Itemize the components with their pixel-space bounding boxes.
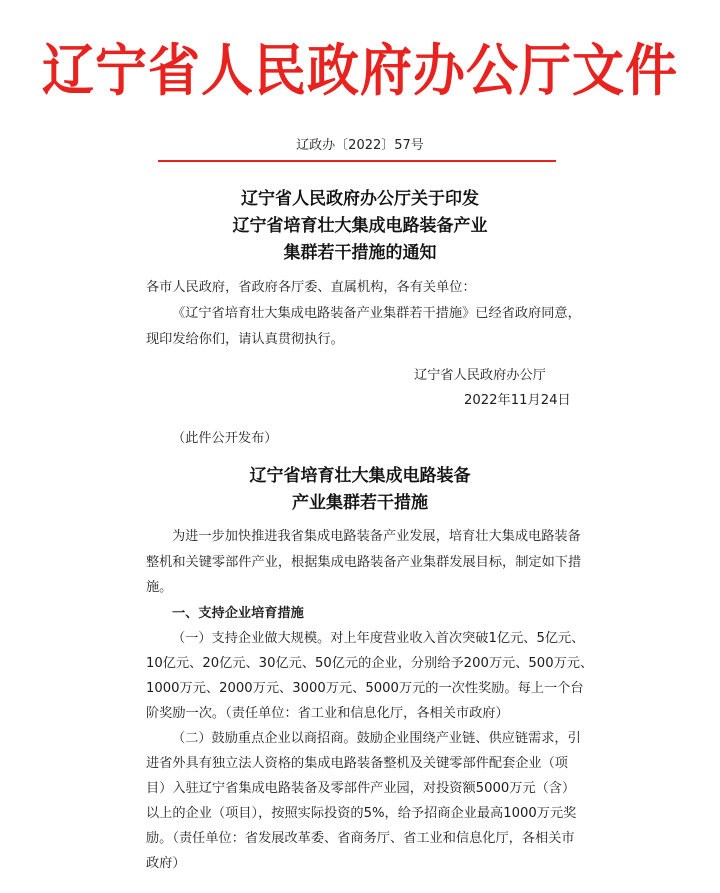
measures-title-line-1: 辽宁省培育壮大集成电路装备 [249,466,471,486]
item2-line-2: 进省外具有独立法人资格的集成电路装备整机及关键零部件配套企业（项 [146,756,568,771]
intro-line-1: 为进一步加快推进我省集成电路装备产业发展，培育壮大集成电路装备 [172,529,581,544]
section-1-heading: 一、支持企业培育措施 [172,606,304,621]
item2-line-4: 以上的企业（项目），按照实际投资的5%，给予招商企业最高1000万元奖 [146,806,577,821]
item1-line-2: 10亿元、20亿元、30亿元、50亿元的企业，分别给予200万元、500万元、 [146,656,594,671]
body-line-1: 《辽宁省培育壮大集成电路装备产业集群若干措施》已经省政府同意， [172,306,581,321]
item2-line-5: 励。（责任单位：省发展改革委、省商务厅、省工业和信息化厅，各相关市 [146,831,575,846]
red-rule-divider [158,160,556,162]
item2-line-1: （二）鼓励重点企业以商招商。鼓励企业围绕产业链、供应链需求，引 [172,731,581,746]
notice-title-line-1: 辽宁省人民政府办公厅关于印发 [241,189,479,209]
intro-line-3: 施。 [146,580,173,595]
item2-line-6: 政府） [146,856,186,871]
document-number: 辽政办〔2022〕57号 [296,138,424,153]
release-note: （此件公开发布） [172,431,278,446]
notice-title-line-2: 辽宁省培育壮大集成电路装备产业 [232,216,488,236]
item1-line-1: （一）支持企业做大规模。对上年度营业收入首次突破1亿元、5亿元、 [172,631,585,646]
body-line-2: 现印发给你们，请认真贯彻执行。 [146,332,344,347]
item2-line-3: 目）入驻辽宁省集成电路装备及零部件产业园，对投资额5000万元（含） [146,781,576,796]
signature-issuer: 辽宁省人民政府办公厅 [414,368,546,383]
item1-line-3: 1000万元、2000万元、3000万元、5000万元的一次性奖励。每上一个台 [146,681,584,696]
signature-date: 2022年11月24日 [464,393,571,408]
masthead-title: 辽宁省人民政府办公厅文件 [41,37,678,104]
intro-line-2: 整机和关键零部件产业，根据集成电路装备产业集群发展目标，制定如下措 [146,555,582,570]
item1-line-4: 阶奖励一次。（责任单位：省工业和信息化厅，各相关市政府） [146,706,509,721]
measures-title-line-2: 产业集群若干措施 [292,493,428,513]
notice-title-line-3: 集群若干措施的通知 [283,243,437,263]
addressee: 各市人民政府，省政府各厅委、直属机构，各有关单位： [146,280,476,295]
